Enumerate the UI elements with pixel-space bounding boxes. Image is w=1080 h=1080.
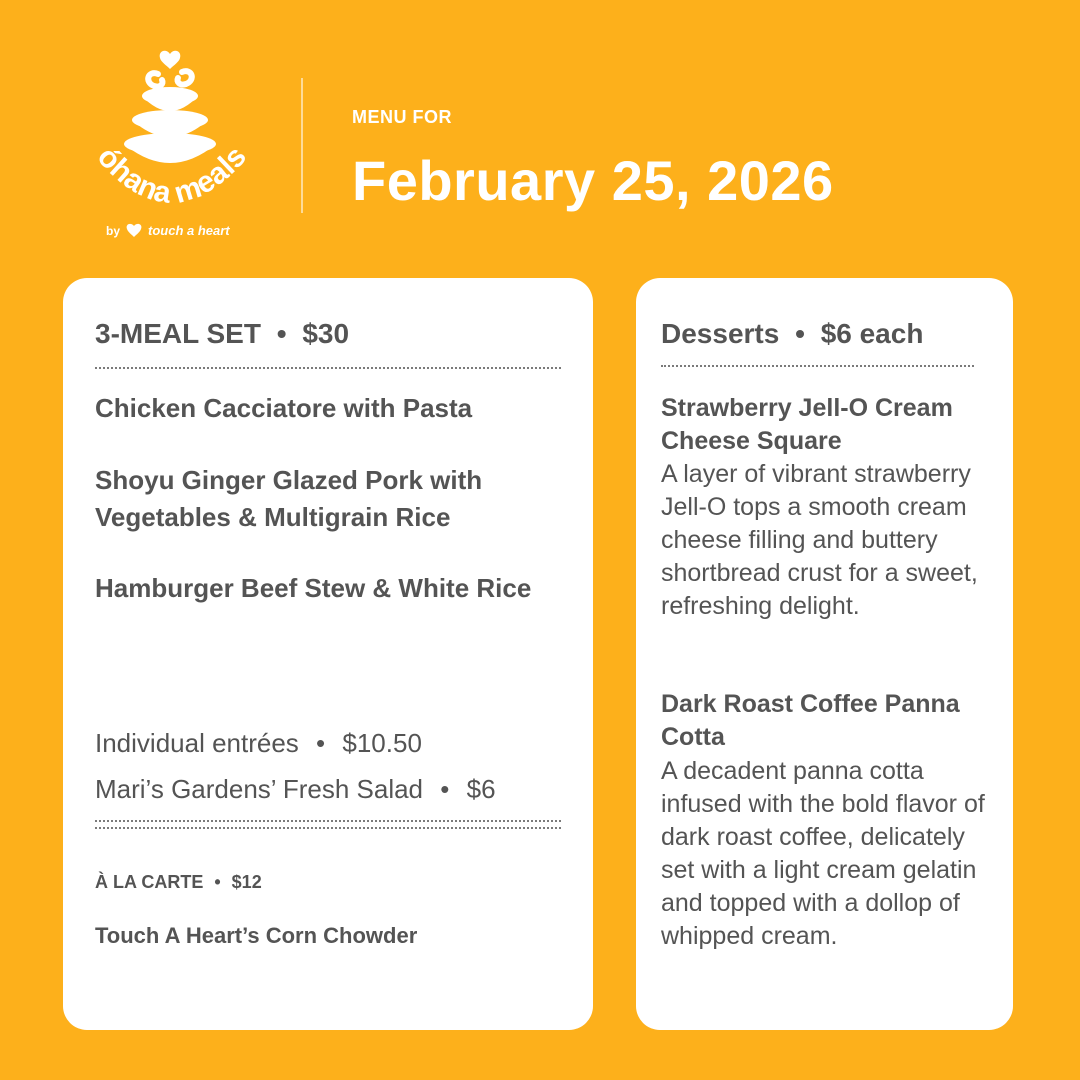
separator-dot: •: [795, 318, 805, 349]
individual-entrees-line: [95, 728, 422, 759]
separator-dot: •: [440, 774, 450, 804]
meal-item-2: Shoyu Ginger Glazed Pork with Vegetables & Multigrain Rice: [95, 465, 483, 532]
header-divider: [301, 78, 303, 213]
dessert-name-2: Dark Roast Coffee Panna Cotta: [661, 690, 960, 751]
salad-price: $6: [466, 774, 496, 804]
a-la-carte-price: $12: [231, 872, 262, 892]
meal-item-3: Hamburger Beef Stew & White Rice: [95, 573, 532, 603]
meal-set-card: [63, 278, 593, 1030]
desserts-price: $6 each: [820, 318, 924, 349]
ohana-meals-logo: [78, 40, 268, 240]
desserts-header: [661, 318, 923, 350]
a-la-carte-item: Touch A Heart’s Corn Chowder: [95, 923, 418, 948]
dotted-divider: [95, 367, 561, 369]
salad-line: [95, 774, 496, 805]
heart-icon: [127, 224, 142, 237]
meal-set-header: [95, 318, 349, 350]
a-la-carte-label: À LA CARTE: [95, 872, 204, 892]
meal-set-price: $30: [302, 318, 350, 349]
individual-entrees-price: $10.50: [342, 728, 422, 758]
menu-date: February 25, 2026: [352, 149, 834, 212]
a-la-carte-header: [95, 872, 262, 893]
brand-wordmark: [78, 40, 268, 240]
separator-dot: •: [316, 728, 326, 758]
brand-by: by: [106, 224, 121, 238]
separator-dot: •: [276, 318, 287, 349]
desserts-card: [636, 278, 1013, 1030]
desserts-title: Desserts: [661, 318, 780, 349]
svg-text:óhana meals: [91, 140, 253, 210]
brand-partner: touch a heart: [148, 223, 230, 238]
salad-label: Mari’s Gardens’ Fresh Salad: [95, 774, 424, 804]
meal-set-title: 3-MEAL SET: [95, 318, 261, 349]
individual-entrees-label: Individual entrées: [95, 728, 299, 758]
meal-item-1: Chicken Cacciatore with Pasta: [95, 393, 473, 423]
menu-for-label: MENU FOR: [352, 107, 452, 127]
brand-name: óhana meals: [90, 140, 253, 211]
dotted-divider: [95, 820, 561, 822]
dotted-divider: [661, 365, 974, 367]
dessert-description-2: A decadent panna cotta infused with the bold flavor of dark roast coffee, delicately set with a light cream gelatin and topped with a dollop of whipped cream.: [661, 757, 985, 950]
dessert-description-1: A layer of vibrant strawberry Jell-O tops a smooth cream cheese filling and buttery shortbread crust for a sweet, refreshing delight.: [661, 460, 978, 620]
dessert-name-1: Strawberry Jell-O Cream Cheese Square: [661, 394, 953, 455]
dotted-divider: [95, 827, 561, 829]
separator-dot: •: [214, 872, 221, 892]
